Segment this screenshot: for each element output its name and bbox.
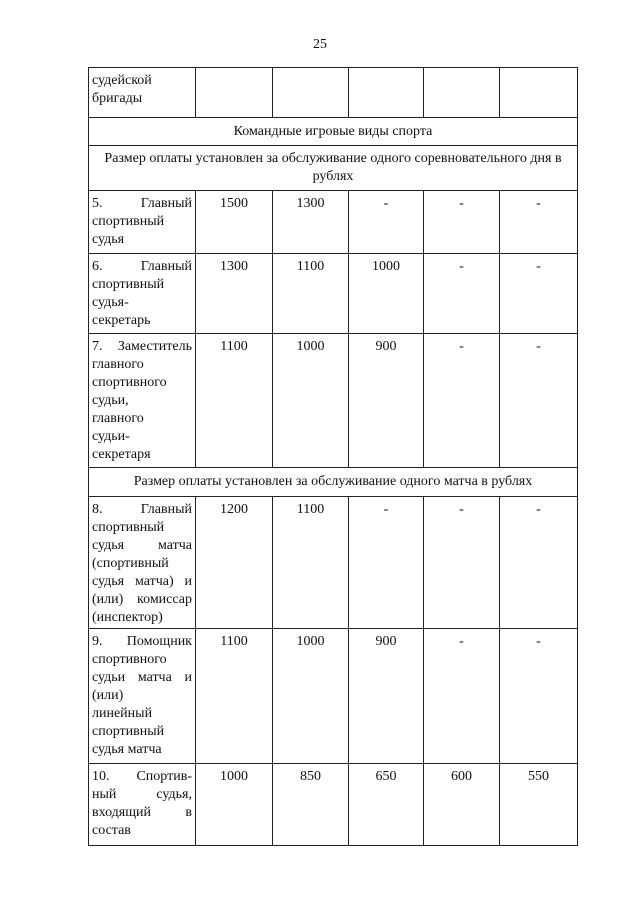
position-label-line: 10. Спортив- [92,769,192,784]
position-label-line: (или) [92,688,124,703]
section-header-row [89,118,578,146]
position-label-line: 8. Главный [92,502,192,517]
position-label-line: состав [92,823,131,838]
table-row [89,629,578,764]
rate-cell [196,68,273,118]
position-label-line: спортивный [92,724,165,739]
position-label-line: секретаря [92,447,151,462]
rate-cell: - [500,629,578,764]
position-label-line: судья матча [92,538,192,553]
position-label-line: входящий в [92,805,192,820]
rate-cell: 1300 [196,254,273,334]
rate-cell: 900 [349,629,424,764]
rate-cell: - [500,497,578,629]
rate-cell: - [424,334,500,468]
position-label-line: судьи- [92,429,130,444]
table-row [89,334,578,468]
position-label-line: судья [92,232,125,247]
position-label-line: судейской [92,73,152,88]
rate-cell [349,68,424,118]
rate-cell: 1500 [196,191,273,254]
position-label-line: спортивный [92,520,165,535]
rate-cell: - [500,254,578,334]
rate-cell: - [349,191,424,254]
position-label-line: главного [92,411,144,426]
section-header-row [89,146,578,191]
position-cell [89,497,196,629]
rate-cell: 1200 [196,497,273,629]
position-cell [89,254,196,334]
position-label-line: 6. Главный [92,259,192,274]
position-cell [89,629,196,764]
position-label-line: (или) комиссар [92,592,192,607]
rate-cell: 1000 [196,764,273,846]
position-label-line: судья матча [92,742,162,757]
rate-cell [500,68,578,118]
rate-cell: 1000 [273,334,349,468]
position-label-line: бригады [92,91,143,106]
position-cell [89,191,196,254]
rate-cell: - [349,497,424,629]
position-label-line: ный судья, [92,787,192,802]
page-number: 25 [313,37,327,52]
position-label-line: (инспектор) [92,610,163,625]
table-row [89,764,578,846]
position-label-line: 5. Главный [92,196,192,211]
position-label-line: спортивный [92,277,165,292]
position-label-line: спортивный [92,214,165,229]
rate-cell: - [424,629,500,764]
rate-cell [424,68,500,118]
rate-cell: 1000 [349,254,424,334]
payment-rates-table [88,67,578,846]
rate-cell: 850 [273,764,349,846]
table-row [89,68,578,118]
position-label-line: главного [92,357,144,372]
rate-cell: 550 [500,764,578,846]
position-label-line: секретарь [92,313,151,328]
position-label-line: 9. Помощник [92,634,192,649]
rate-cell [273,68,349,118]
rate-cell: 1100 [196,334,273,468]
table-row [89,191,578,254]
position-label-line: судья- [92,295,129,310]
section-header: Размер оплаты установлен за обслуживание одного матча в рублях [89,468,578,497]
rate-cell: 650 [349,764,424,846]
rate-cell: - [500,191,578,254]
rate-cell: - [424,254,500,334]
rate-cell: 1000 [273,629,349,764]
position-label-line: спортивного [92,652,167,667]
rate-cell: - [424,497,500,629]
section-header: Командные игровые виды спорта [89,118,578,146]
position-label-line: линейный [92,706,153,721]
rate-cell: 1100 [273,497,349,629]
table-row [89,254,578,334]
rate-cell: - [500,334,578,468]
position-cell [89,764,196,846]
position-cell [89,334,196,468]
table-row [89,497,578,629]
position-label-line: судья матча) и [92,574,192,589]
rate-cell: 1300 [273,191,349,254]
rate-cell: 1100 [273,254,349,334]
rate-cell: 1100 [196,629,273,764]
rate-cell: - [424,191,500,254]
position-label-line: судьи матча и [92,670,192,685]
position-label-line: судьи, [92,393,129,408]
position-label-line: спортивного [92,375,167,390]
rate-cell: 900 [349,334,424,468]
position-label-line: (спортивный [92,556,169,571]
section-header: Размер оплаты установлен за обслуживание одного соревновательного дня в рублях [89,146,578,191]
position-label-line: 7. Заместитель [92,339,192,354]
position-cell [89,68,196,118]
rate-cell: 600 [424,764,500,846]
section-header-row [89,468,578,497]
